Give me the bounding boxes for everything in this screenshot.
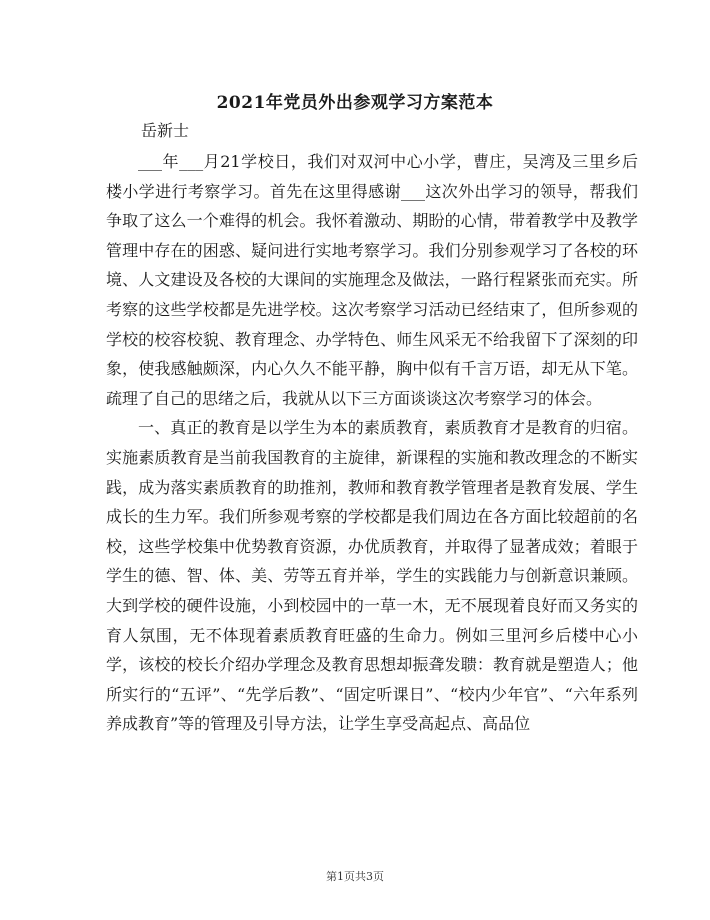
paragraph-intro: ___年___月21学校日，我们对双河中心小学，曹庄，吴湾及三里乡后楼小学进行考察学习。首先在这里得感谢___这次外出学习的领导，帮我们争取了这么一个难得的机会。我怀着激动、期盼的心情，带着教学中及教学管理中存在的困惑、疑问进行实地考察学习。我们分别参观学习了各校的环境、人文建设及各校的大课间的实施理念及做法，一路行程紧张而充实。所考察的这些学校都是先进学校。这次考察学习活动已经结束了，但所参观的学校的校容校貌、教育理念、办学特色、师生风采无不给我留下了深刻的印象，使我感触颇深，内心久久不能平静，胸中似有千言万语，却无从下笔。疏理了自己的思绪之后，我就从以下三方面谈谈这次考察学习的体会。 xyxy=(106,152,638,408)
document-author: 岳新士 xyxy=(141,121,190,140)
document-body xyxy=(106,147,638,739)
paragraph-section-one: 一、真正的教育是以学生为本的素质教育，素质教育才是教育的归宿。实施素质教育是当前我国教育的主旋律，新课程的实施和教改理念的不断实践，成为落实素质教育的助推剂，教师和教育教学管理者是教育发展、学生成长的生力军。我们所参观考察的学校都是我们周边在各方面比较超前的名校，这些学校集中优势教育资源，办优质教育，并取得了显著成效；着眼于学生的德、智、体、美、劳等五育并举，学生的实践能力与创新意识兼顾。大到学校的硬件设施，小到校园中的一草一木，无不展现着良好而又务实的育人氛围，无不体现着素质教育旺盛的生命力。例如三里河乡后楼中心小学，该校的校长介绍办学理念及教育思想却振聋发聩：教育就是塑造人；他所实行的“五评”、“先学后教”、“固定听课日”、“校内少年官”、“六年系列养成教育”等的管理及引导方法，让学生享受高起点、高品位 xyxy=(106,418,638,734)
page-number-footer: 第1页共3页 xyxy=(326,870,384,883)
document-title: 2021年党员外出参观学习方案范本 xyxy=(216,93,494,113)
